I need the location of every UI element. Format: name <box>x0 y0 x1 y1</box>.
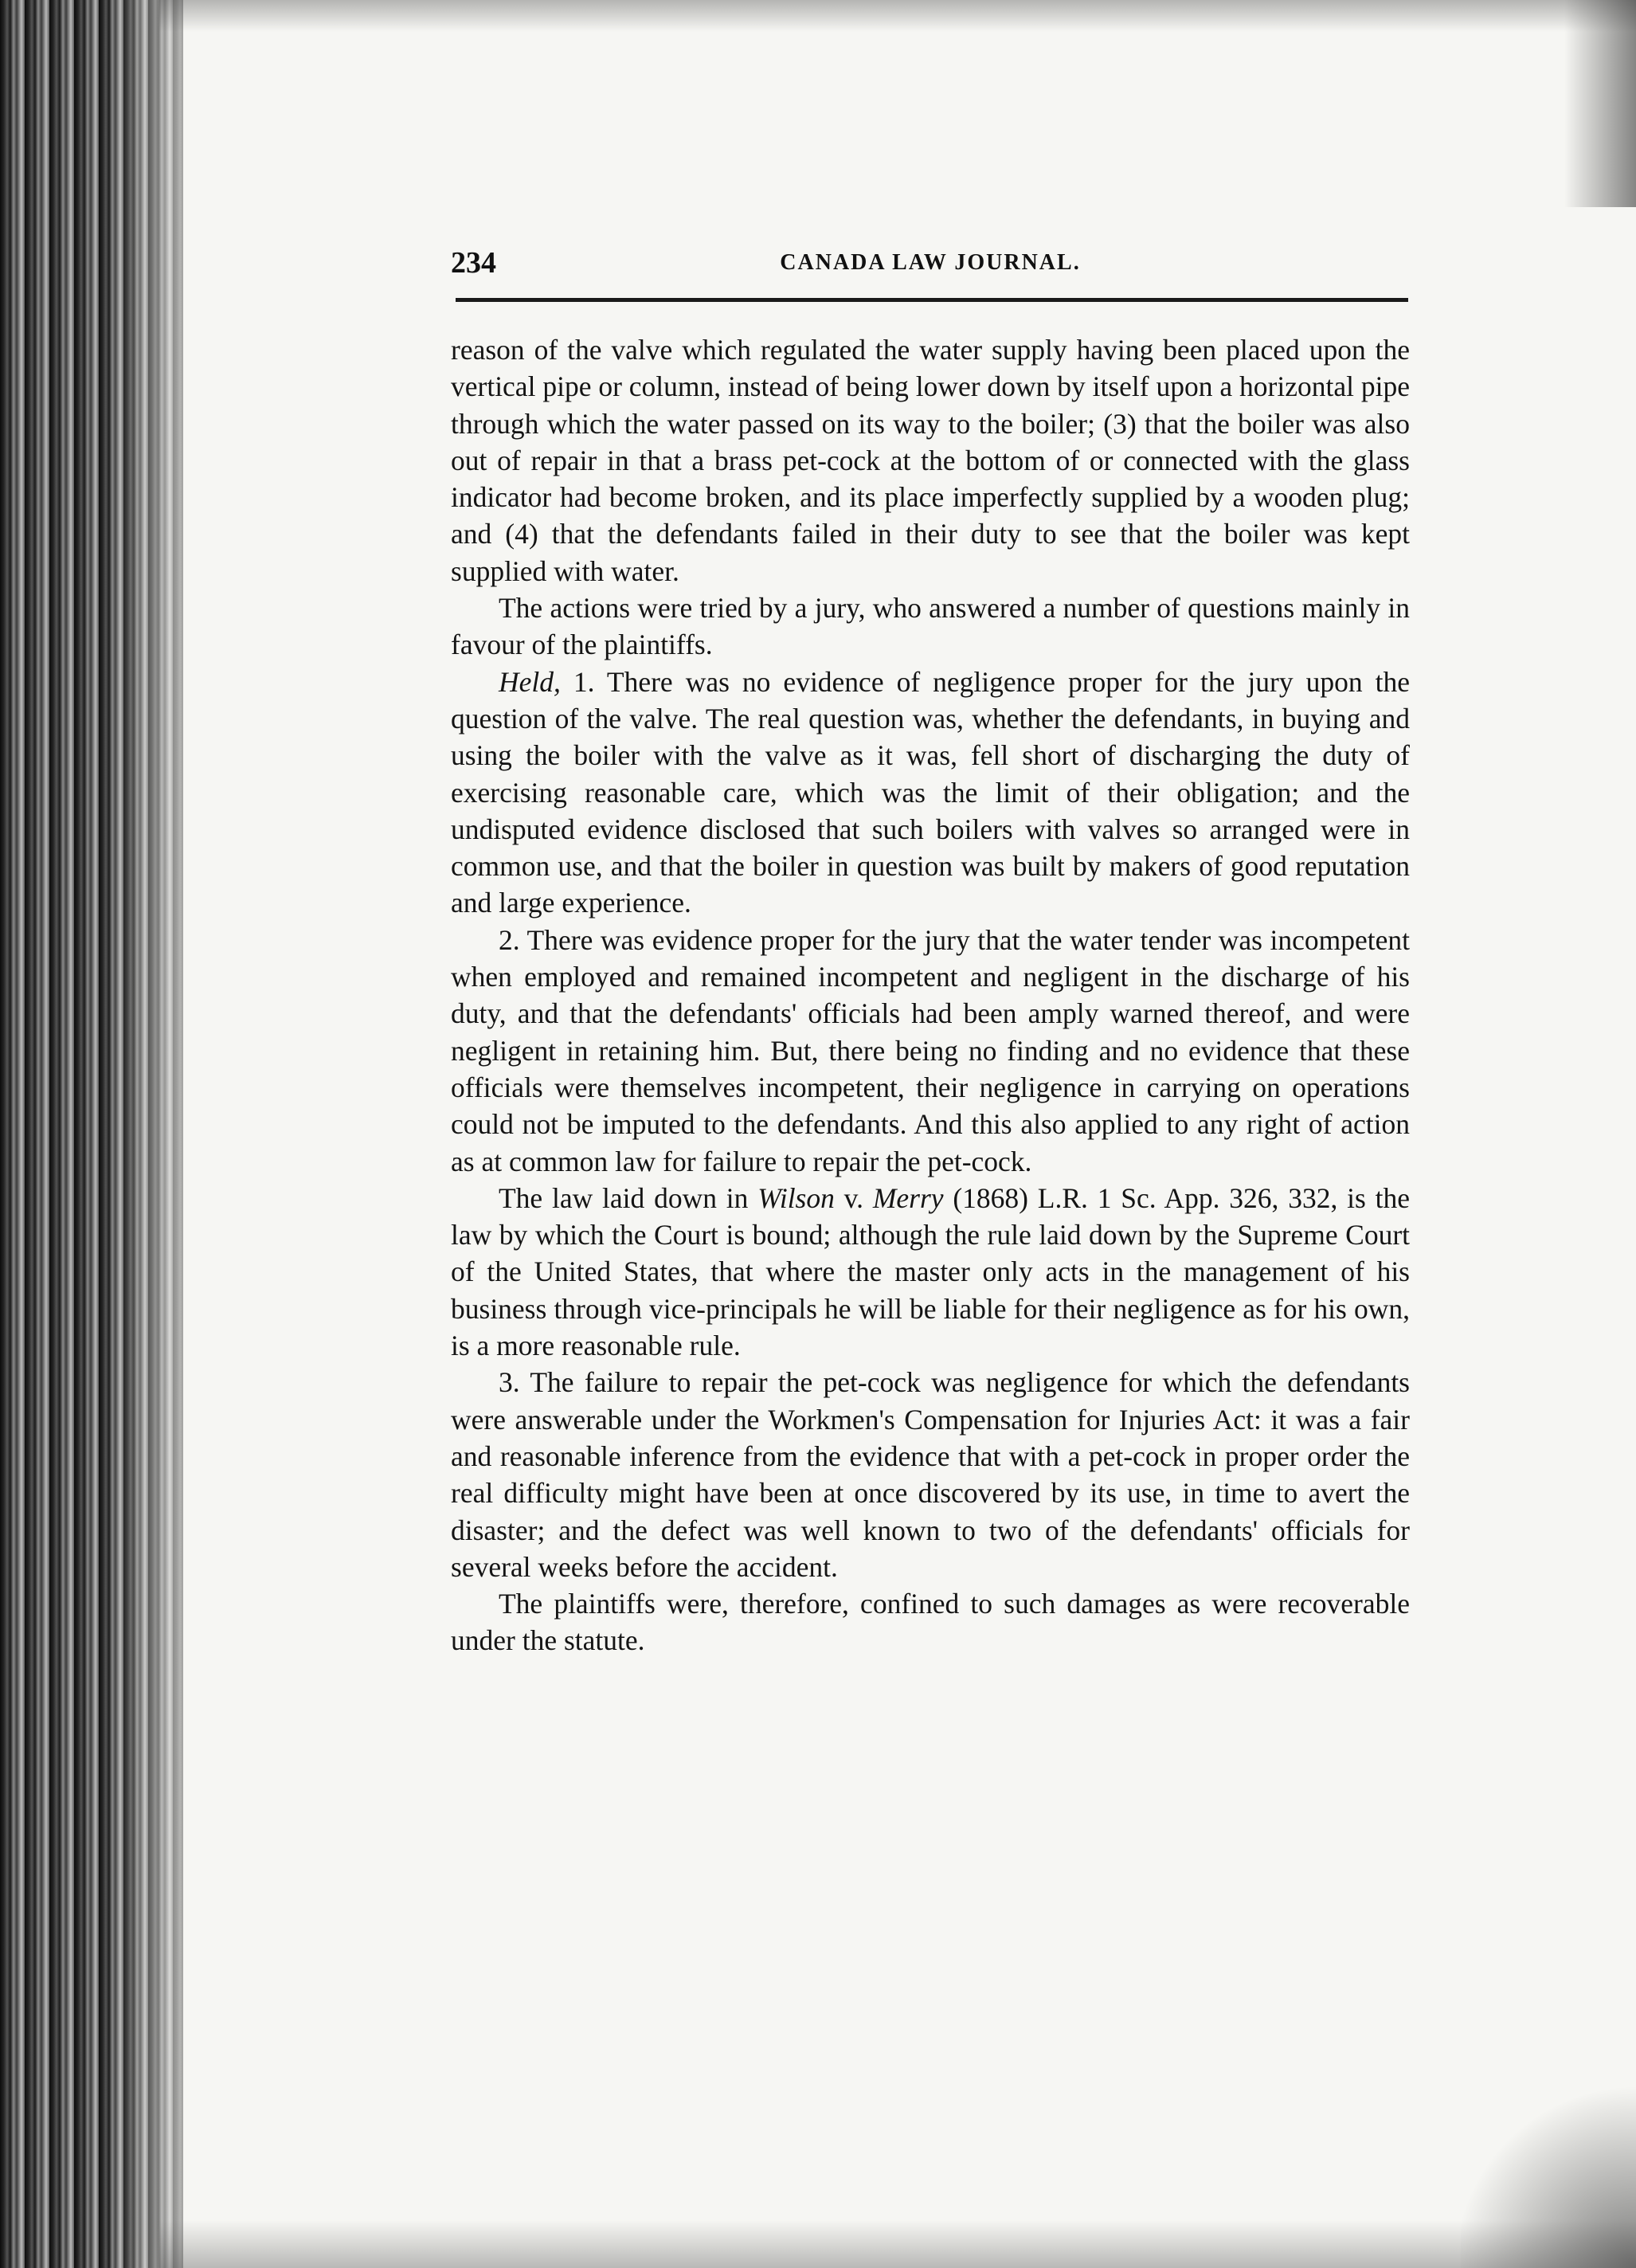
paragraph-4: 2. There was evidence proper for the jury that the water tender was incompetent when employed and remained incompetent and negligent in the discharge of his duty, and that the defendants' officials had been amply warned thereof, and were negligent in retaining him. But, there being no finding and no evidence that these officials were themselves incompetent, their negligence in carrying on operations could not be imputed to the defendants. And this also applied to any right of action as at common law for failure to repair the pet-cock. <box>451 923 1410 1177</box>
paragraph-2: The actions were tried by a jury, who answered a number of questions mainly in favour of the plaintiffs. <box>451 592 1410 661</box>
page-header <box>451 239 1410 287</box>
binding-gradient <box>112 0 247 2268</box>
body-text <box>451 331 1410 1659</box>
case-name-merry: Merry <box>872 1181 944 1214</box>
top-edge-shadow <box>159 0 1636 32</box>
paragraph-5-text: (1868) L.R. 1 Sc. App. 326, 332, is the law by which the Court is bound; although the rule laid down by the Supreme Court of the United States, that where the master only acts in the management of his business through vice-principals he will be liable for their negligence as for his own, is a more reasonable rule. <box>451 1181 1411 1362</box>
paragraph-7: The plaintiffs were, therefore, confined to such damages as were recoverable under the statute. <box>451 1588 1410 1657</box>
running-head: CANADA LAW JOURNAL. <box>780 250 1081 275</box>
versus: v. <box>834 1181 873 1214</box>
paragraph-5-lead: The law laid down in <box>499 1181 758 1214</box>
header-rule <box>456 298 1408 302</box>
case-name-wilson: Wilson <box>757 1181 835 1214</box>
held-label: Held, <box>499 665 561 698</box>
paragraph-3 <box>451 664 1410 922</box>
paragraph-6: 3. The failure to repair the pet-cock was negligence for which the defendants were answerable under the Workmen's Compensation for Injuries Act: it was a fair and reasonable inference from the evidence that with a pet-cock in proper order the real difficulty might have been at once discovered by its use, in time to avert the disaster; and the defect was well known to two of the defendants' officials for several weeks before the accident. <box>451 1366 1410 1583</box>
bottom-edge-shadow <box>159 2220 1636 2268</box>
page-number: 234 <box>451 246 496 280</box>
paragraph-1: reason of the valve which regulated the water supply having been placed upon the vertical pipe or column, instead of being lower down by itself upon a horizontal pipe through which the water passed on its way to the boiler; (3) that the boiler was also out of repair in that a brass pet-cock at the bottom of or connected with the glass indicator had become broken, and its place imperfectly supplied by a wooden plug; and (4) that the defendants failed in their duty to see that the boiler was kept supplied with water. <box>451 334 1410 587</box>
top-right-corner-shadow <box>1564 0 1636 207</box>
paragraph-3-text: 1. There was no evidence of negligence proper for the jury upon the question of the valve. The real question was, whether the defendants, in buying and using the boiler with the valve as it was, fell short of discharging the duty of exercising reasonable care, which was the limit of their obligation; and the undisputed evidence disclosed that such boilers with valves so arranged were in common use, and that the boiler in question was built by makers of good reputation and large experience. <box>451 665 1410 919</box>
paragraph-5 <box>451 1180 1410 1364</box>
